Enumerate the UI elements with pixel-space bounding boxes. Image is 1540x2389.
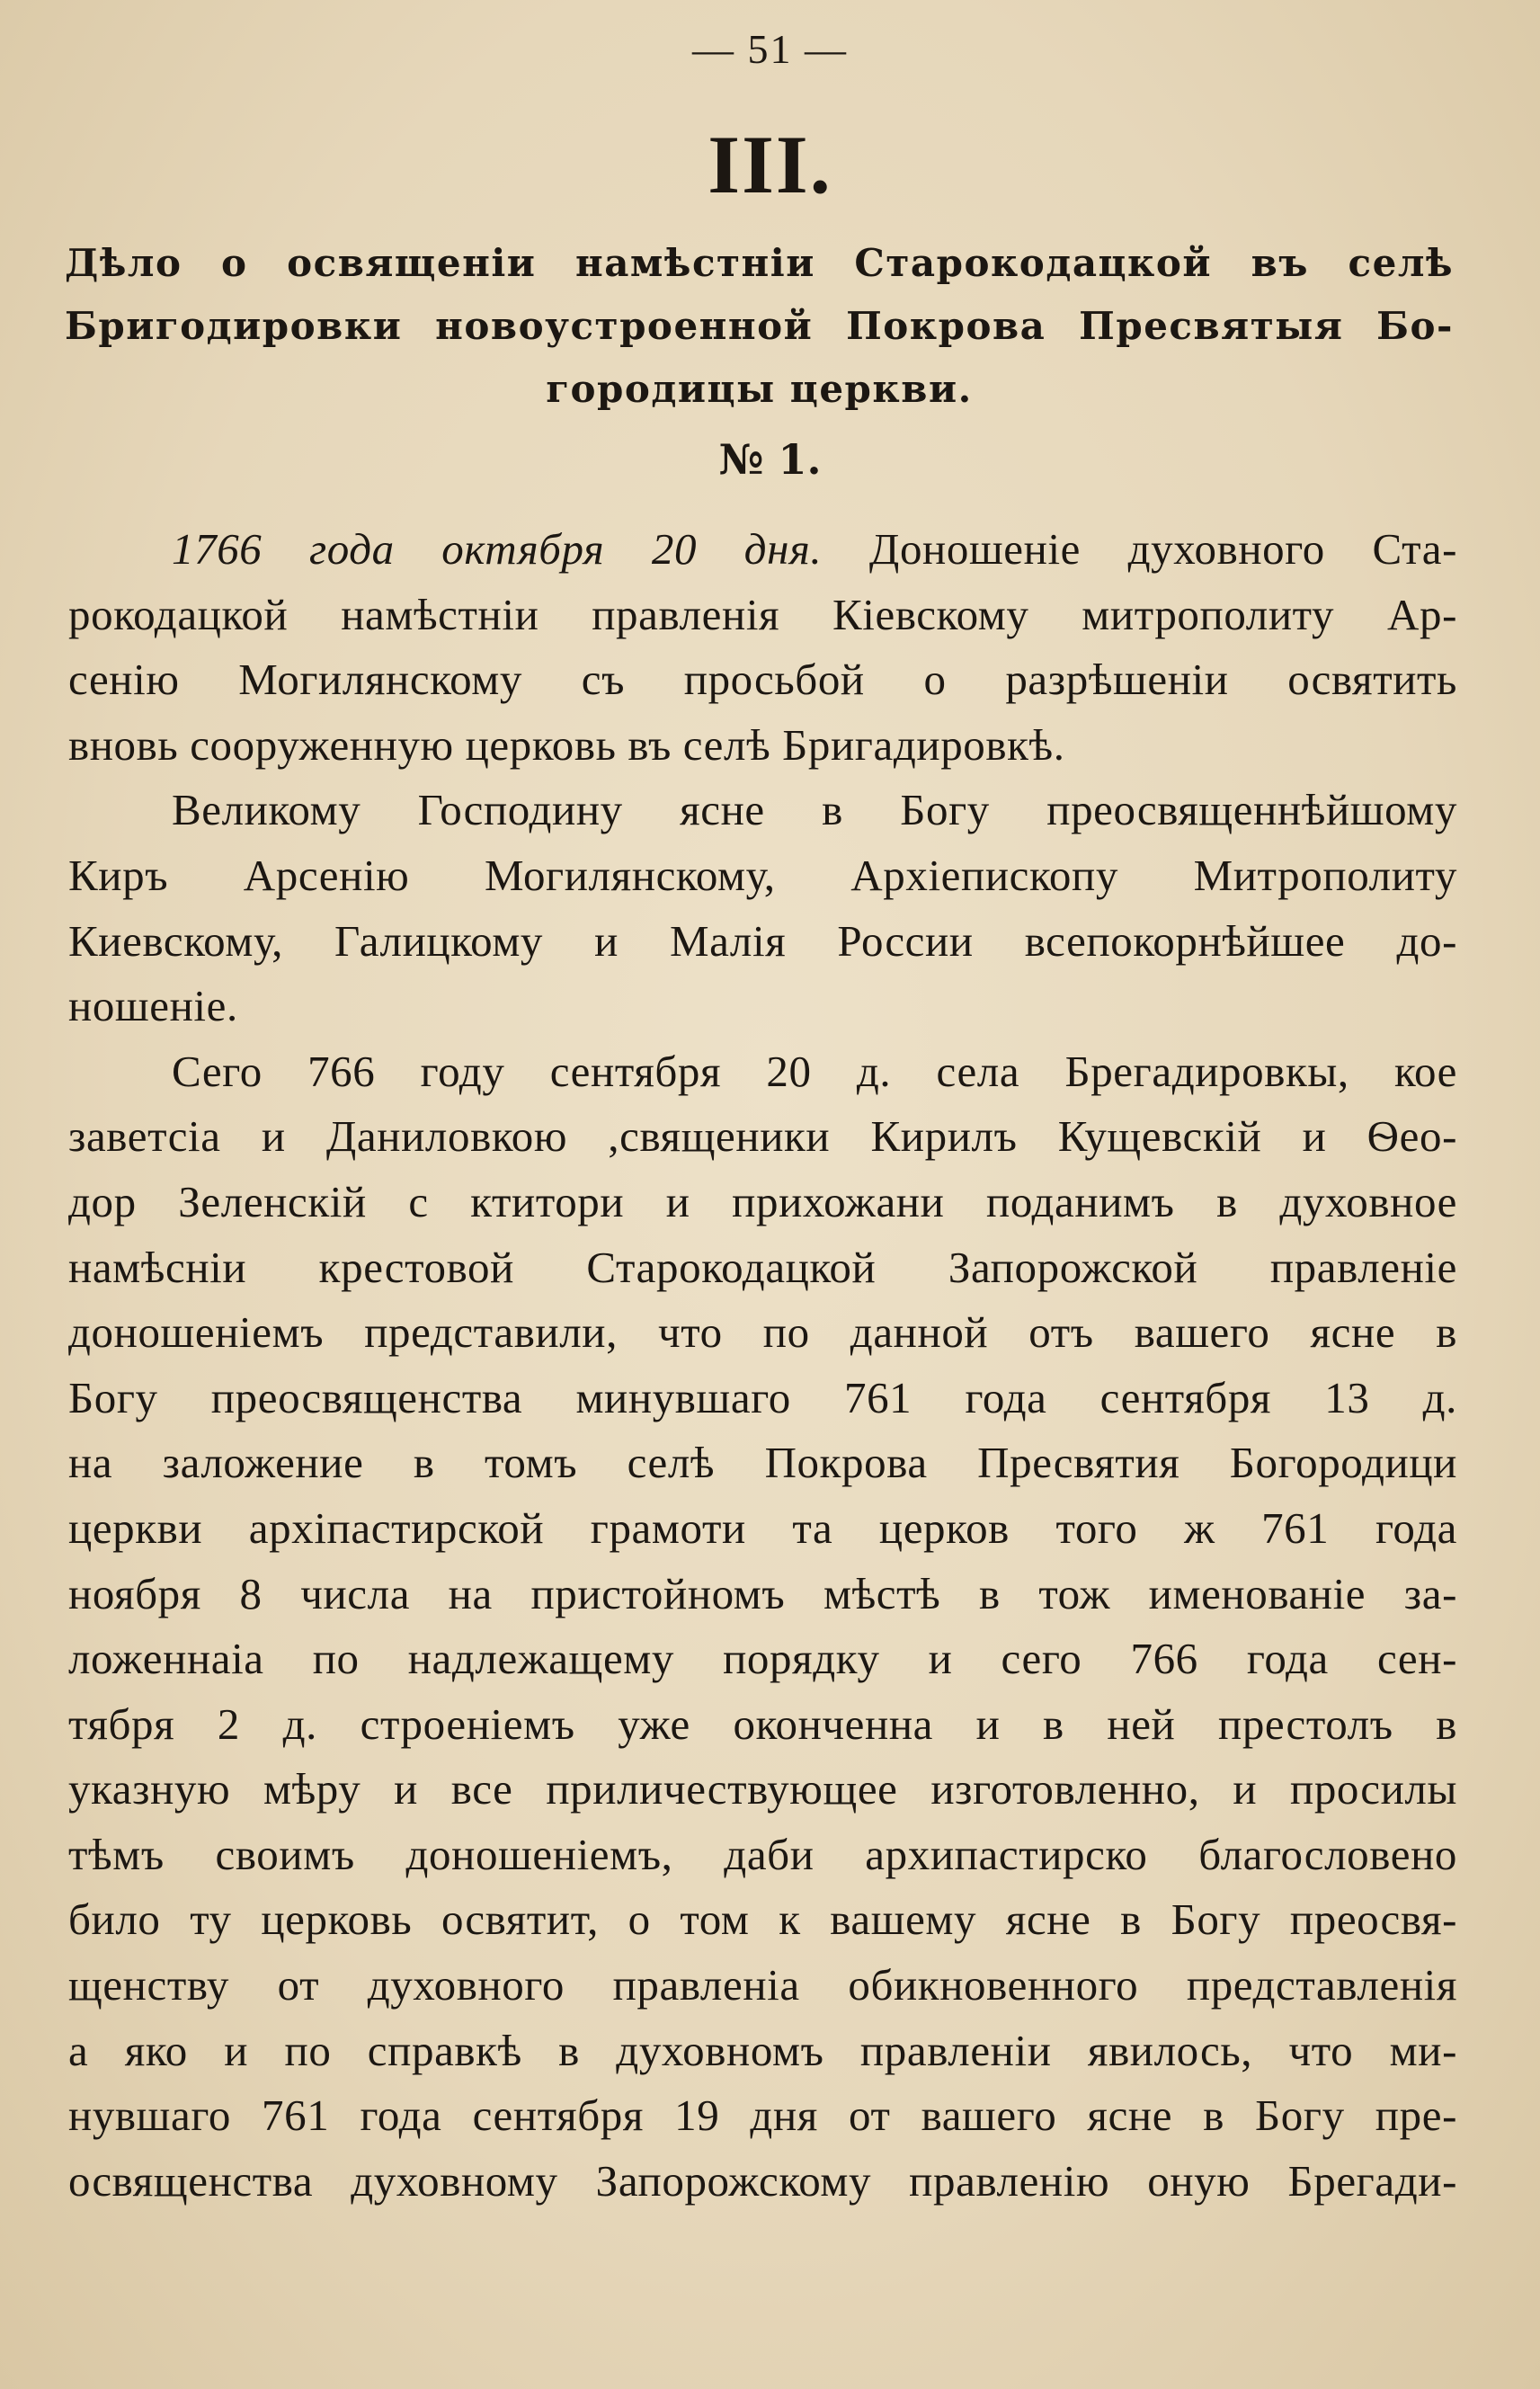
paragraph-line: намѣсніи крестовой Старокодацкой Запорожской правленіе xyxy=(68,1242,1457,1292)
paragraph-line: указную мѣру и все приличествующее изготовленно, и просилы xyxy=(68,1764,1457,1814)
paragraph-line: заветсіа и Даниловкою ,свящeники Кирилъ Кущевскій и Ѳео- xyxy=(68,1111,1457,1162)
paragraph-line: ложеннаіа по надлежащему порядку и сего 766 года сен- xyxy=(68,1634,1457,1684)
paragraph-line: било ту церковь освятит, о том к вашему ясне в Богу преосвя- xyxy=(68,1894,1457,1945)
document-date: 1766 года октября 20 дня. xyxy=(172,524,823,574)
paragraph-line: на заложение в томъ селѣ Покрова Пресвятия Богородици xyxy=(68,1438,1457,1488)
paragraph-line: сенію Могилянскому съ просьбой о разрѣшеніи освятить xyxy=(68,655,1457,705)
paragraph-line: церкви архіпастирской грамоти та церков того ж 761 года xyxy=(68,1502,1457,1553)
paragraph-line: Великому Господину ясне в Богу преосвященнѣйшому xyxy=(172,785,1457,835)
section-number: III. xyxy=(708,119,832,210)
paragraph-line: вновь сооруженную церковь въ селѣ Бригадировкѣ. xyxy=(68,719,1065,770)
paragraph-line: Сего 766 году сентября 20 д. села Брегадировкы, кое xyxy=(172,1046,1457,1096)
paragraph-line: тября 2 д. строеніемъ уже оконченна и в ней престолъ в xyxy=(68,1698,1457,1749)
document-title xyxy=(65,232,1454,421)
paragraph-line: ноября 8 числа на пристойномъ мѣстѣ в тож именованіе за- xyxy=(68,1568,1457,1618)
paragraph-line: доношеніемъ представили, что по данной отъ вашего ясне в xyxy=(68,1307,1457,1358)
paragraph-line: Богу преосвященства минувшаго 761 года сентября 13 д. xyxy=(68,1372,1457,1422)
paragraph-line: тѣмъ своимъ доношеніемъ, даби архипастирско благословено xyxy=(68,1829,1457,1879)
paragraph-line xyxy=(68,517,1457,583)
paragraph-line: Киръ Арсенію Могилянскому, Архіепископу Митрополиту xyxy=(68,850,1457,900)
paragraph-line: Киевскому, Галицкому и Малія России всепокорнѣйшее до- xyxy=(68,915,1457,966)
title-line: Бригодировки новоустроенной Покрова Пресвятыя Бо- xyxy=(65,304,1454,348)
paragraph-line: дор Зеленскій с ктитори и прихожани поданимъ в духовное xyxy=(68,1176,1457,1226)
paragraph-line: а яко и по справкѣ в духовномъ правленіи явилось, что ми- xyxy=(68,2025,1457,2075)
paragraph-line: ношеніе. xyxy=(68,981,238,1031)
title-line: городицы церкви. xyxy=(546,367,973,411)
body-text xyxy=(68,517,1457,2214)
paragraph-line: освященства духовному Запорожскому правленію оную Брегади- xyxy=(68,2155,1457,2206)
paragraph-line: щенству от духовного правленіа обикновенного представленія xyxy=(68,1960,1457,2010)
paragraph-line-rest: Доношеніе духовного Ста- xyxy=(868,524,1457,574)
paragraph-line: нувшаго 761 года сентября 19 дня от вашего ясне в Богу пре- xyxy=(68,2090,1457,2141)
document-number: № 1. xyxy=(718,435,822,484)
paragraph-line: рокодацкой намѣстніи правленія Кіевскому митрополиту Ар- xyxy=(68,589,1457,639)
page-number: — 51 — xyxy=(692,26,848,72)
title-line: Дѣло о освященіи намѣстніи Старокодацкой въ селѣ xyxy=(65,241,1454,285)
